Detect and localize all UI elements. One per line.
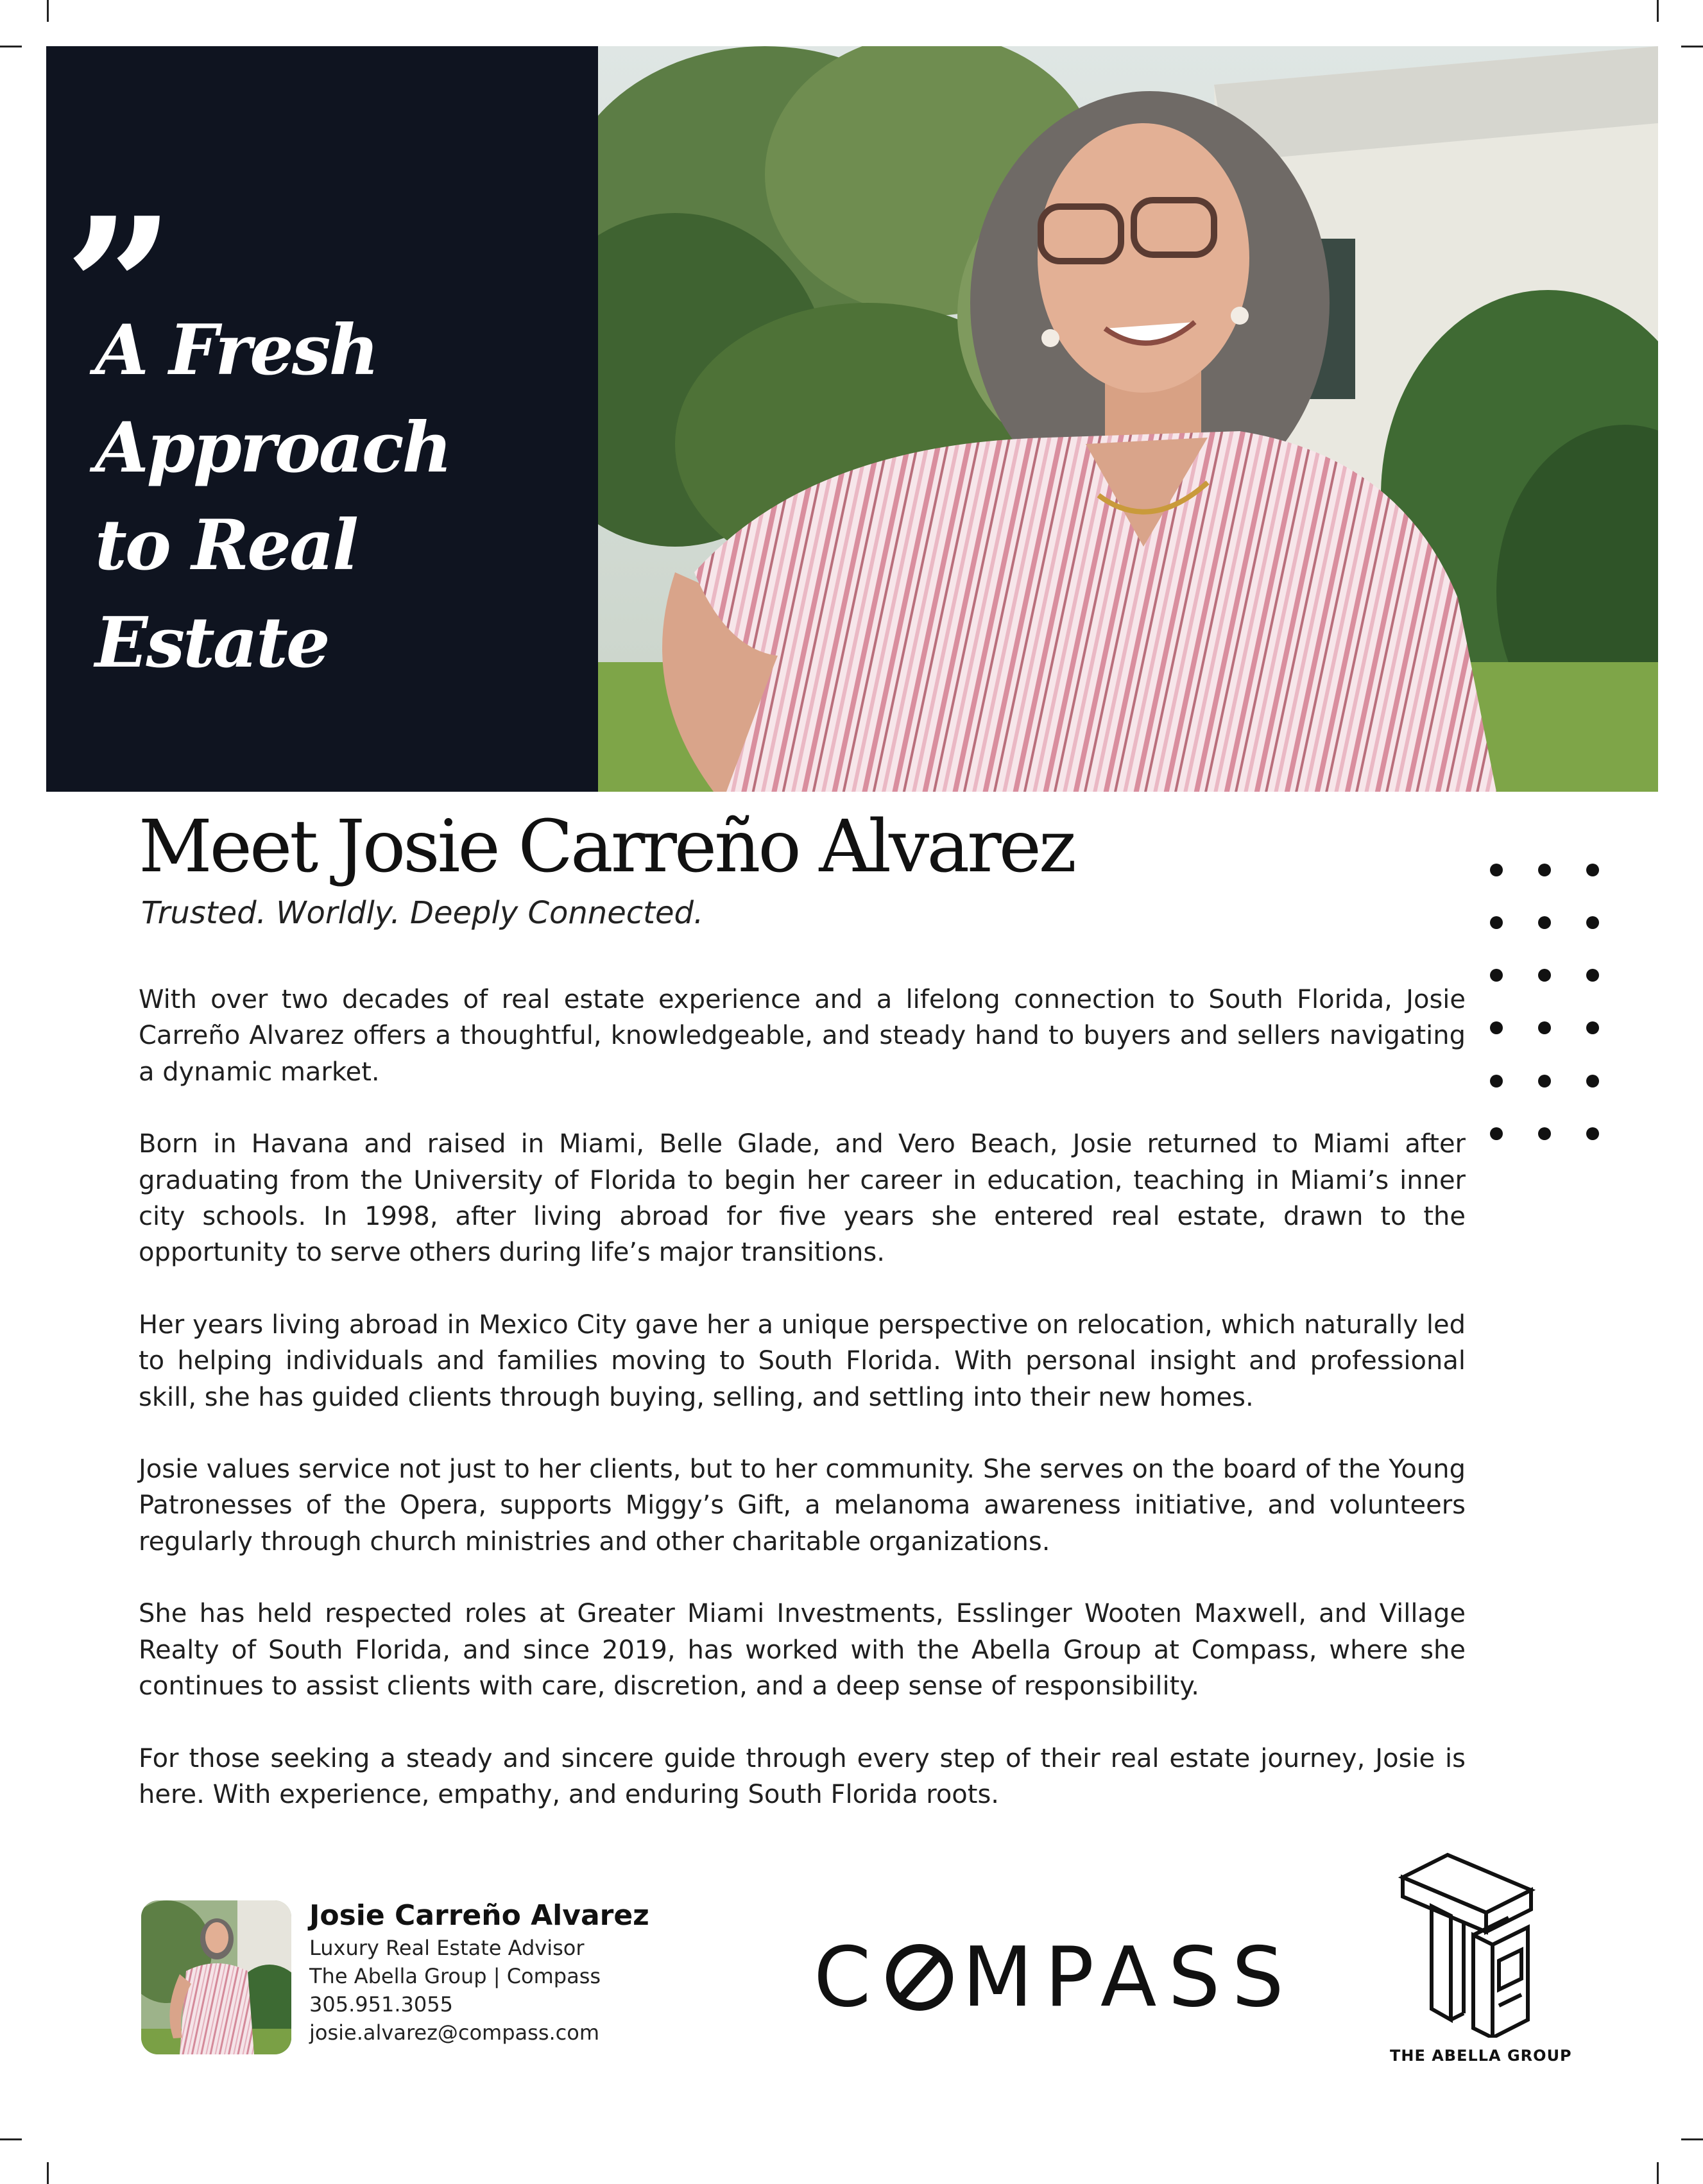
dot-icon <box>1586 864 1599 876</box>
hero-headline-line: A Fresh <box>95 310 378 391</box>
dot-icon <box>1538 1075 1551 1088</box>
bio-paragraph: Josie values service not just to her clients, but to her community. She serves on the board of the Young Patronesses of the Opera, supports Miggy’s Gift, a melanoma awareness initiative, and volunteers regularly through church ministries and other charitable organizations. <box>139 1455 1466 1557</box>
crop-mark <box>1657 0 1659 22</box>
dot-icon <box>1538 1021 1551 1034</box>
agent-thumbnail-photo <box>141 1900 291 2054</box>
compass-logo-left: C <box>814 1929 883 2026</box>
dot-icon <box>1538 916 1551 929</box>
dot-icon <box>1586 1021 1599 1034</box>
dot-icon <box>1490 864 1503 876</box>
compass-logo-right: MPASS <box>962 1929 1296 2026</box>
contact-email[interactable]: josie.alvarez@compass.com <box>309 2020 599 2045</box>
bio-paragraph: With over two decades of real estate experience and a lifelong connection to South Florida, Josie Carreño Alvarez offers a thoughtful, knowledgeable, and steady hand to buyers and sellers navigating a dynamic market. <box>139 985 1466 1087</box>
dot-icon <box>1490 916 1503 929</box>
quote-mark-icon: ” <box>64 175 175 402</box>
crop-mark <box>1681 46 1703 47</box>
tagline: Trusted. Worldly. Deeply Connected. <box>141 895 704 931</box>
dot-icon <box>1490 1075 1503 1088</box>
dot-icon <box>1586 916 1599 929</box>
dot-icon <box>1586 1075 1599 1088</box>
compass-o-icon <box>886 1944 953 2011</box>
bio-paragraph: Born in Havana and raised in Miami, Belle Glade, and Vero Beach, Josie returned to Miami after graduating from the University of Florida to begin her career in education, teaching in Miami’s inner city schools. In 1998, after living abroad for five years she entered real estate, drawn to the opportunity to serve others during life’s major transitions. <box>139 1129 1466 1268</box>
bio-paragraph: She has held respected roles at Greater Miami Investments, Esslinger Wooten Maxwell, and Village Realty of South Florida, and since 2019, has worked with the Abella Group at Compass, where she continues to assist clients with care, discretion, and a deep sense of responsibility. <box>139 1599 1466 1702</box>
dot-icon <box>1490 1127 1503 1140</box>
crop-mark <box>47 2162 49 2184</box>
abella-group-logo-icon <box>1396 1852 1537 2038</box>
contact-block <box>309 1898 649 2047</box>
contact-phone[interactable]: 305.951.3055 <box>309 1992 453 2017</box>
dot-icon <box>1538 1127 1551 1140</box>
hero-headline <box>95 302 595 692</box>
crop-mark <box>1657 2162 1659 2184</box>
dot-icon <box>1586 969 1599 982</box>
decorative-dot-grid <box>1490 864 1549 1141</box>
crop-mark <box>0 46 22 47</box>
dot-icon <box>1490 1021 1503 1034</box>
dot-icon <box>1490 969 1503 982</box>
agent-portrait-photo <box>598 46 1658 792</box>
hero-headline-line: to Real Estate <box>95 505 357 683</box>
contact-name: Josie Carreño Alvarez <box>309 1899 649 1932</box>
dot-icon <box>1538 969 1551 982</box>
bio-text <box>139 982 1466 1848</box>
crop-mark <box>1681 2138 1703 2140</box>
contact-company: The Abella Group | Compass <box>309 1964 601 1988</box>
dot-icon <box>1538 864 1551 876</box>
dot-icon <box>1586 1127 1599 1140</box>
contact-title: Luxury Real Estate Advisor <box>309 1936 585 1960</box>
abella-group-name: THE ABELLA GROUP <box>1390 2047 1572 2065</box>
crop-mark <box>0 2138 22 2140</box>
compass-logo <box>814 1929 1296 2026</box>
crop-mark <box>47 0 49 22</box>
hero-headline-line: Approach <box>95 407 451 488</box>
bio-paragraph: Her years living abroad in Mexico City gave her a unique perspective on relocation, which naturally led to helping individuals and families moving to South Florida. With personal insight and professional skill, she has guided clients through buying, selling, and settling into their new homes. <box>139 1310 1466 1412</box>
bio-paragraph: For those seeking a steady and sincere guide through every step of their real estate journey, Josie is here. With experience, empathy, and enduring South Florida roots. <box>139 1743 1466 1809</box>
page-title: Meet Josie Carreño Alvarez <box>139 805 1074 889</box>
